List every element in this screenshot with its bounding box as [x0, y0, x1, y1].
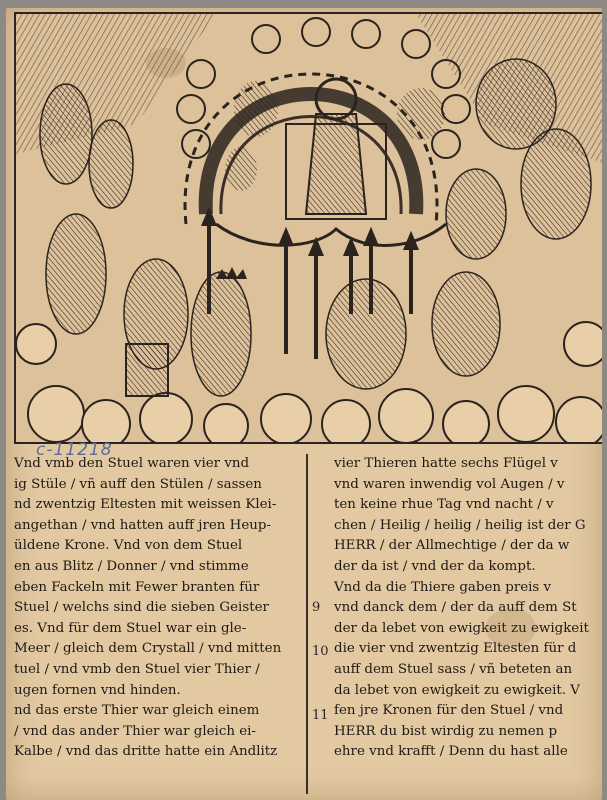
- text-line: chen / Heilig / heilig / heilig ist der G: [334, 517, 586, 533]
- text-line: en aus Blitz / Donner / vnd stimme: [14, 558, 249, 574]
- paper-stain: [486, 608, 536, 648]
- text-line: tuel / vnd vmb den Stuel vier Thier /: [14, 661, 260, 677]
- text-line: nd zwentzig Eltesten mit weissen Klei-: [14, 497, 277, 513]
- throne-vision-woodcut: [16, 14, 602, 442]
- text-line: ugen fornen vnd hinden.: [14, 682, 181, 698]
- woodcut-illustration: [14, 12, 602, 444]
- text-line: vier Thieren hatte sechs Flügel v: [334, 456, 558, 471]
- text-line: auff dem Stuel sass / vñ beteten an: [334, 661, 573, 677]
- text-line: Kalbe / vnd das dritte hatte ein Andlitz: [14, 744, 278, 760]
- text-line: HERR du bist wirdig zu nemen p: [334, 723, 558, 739]
- text-line: Vnd da die Thiere gaben preis v: [334, 579, 552, 595]
- verse-number: 10: [312, 644, 329, 659]
- text-line: vnd waren inwendig vol Augen / v: [334, 476, 565, 492]
- catalog-shelfmark: c-11218: [36, 440, 113, 460]
- text-line: der da ist / vnd der da kompt.: [334, 558, 536, 574]
- text-line: / vnd das ander Thier war gleich ei-: [14, 723, 256, 739]
- text-line: Vnd vmb den Stuel waren vier vnd: [14, 456, 250, 471]
- text-line: ig Stüle / vñ auff den Stülen / sassen: [14, 476, 262, 492]
- text-line: HERR / der Allmechtige / der da w: [334, 538, 570, 554]
- text-line: Meer / gleich dem Crystall / vnd mitten: [14, 641, 282, 657]
- text-line: üldene Krone. Vnd von dem Stuel: [14, 538, 243, 554]
- paper-stain: [146, 48, 186, 78]
- verse-number: 9: [312, 600, 321, 615]
- column-rule: [306, 454, 308, 794]
- printed-leaf: [6, 8, 602, 800]
- text-line: der da lebet von ewigkeit zu ewigkeit: [334, 620, 589, 636]
- text-line: vnd danck dem / der da auff dem St: [334, 600, 577, 616]
- text-line: es. Vnd für dem Stuel war ein gle-: [14, 620, 247, 636]
- text-line: die vier vnd zwentzig Eltesten für d: [334, 641, 577, 657]
- left-text-column: [14, 454, 300, 800]
- verse-number: 11: [312, 708, 329, 723]
- text-line: fen jre Kronen für den Stuel / vnd: [334, 703, 564, 719]
- text-line: ehre vnd krafft / Denn du hast alle: [334, 744, 568, 760]
- text-line: ten keine rhue Tag vnd nacht / v: [334, 497, 554, 513]
- text-line: angethan / vnd hatten auff jren Heup-: [14, 517, 271, 533]
- text-line: Stuel / welchs sind die sieben Geister: [14, 600, 269, 616]
- right-text-column: [334, 454, 602, 800]
- text-line: nd das erste Thier war gleich einem: [14, 703, 260, 719]
- text-line: eben Fackeln mit Fewer branten für: [14, 579, 260, 595]
- text-line: da lebet von ewigkeit zu ewigkeit. V: [334, 682, 580, 698]
